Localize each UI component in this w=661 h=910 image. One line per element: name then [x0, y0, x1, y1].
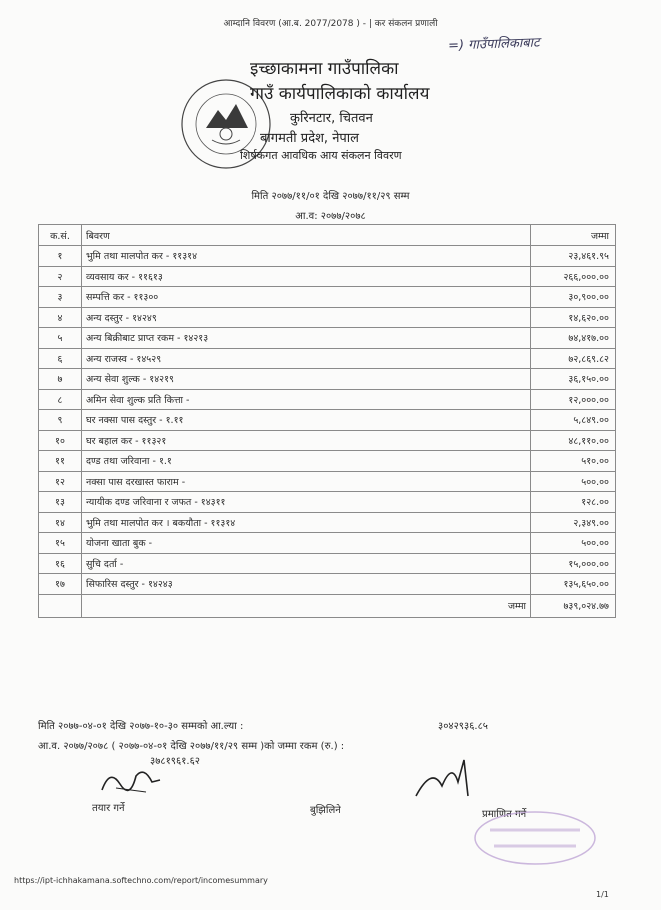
- summary-line-1-label: मिति २०७७-०४-०१ देखि २०७७-१०-३० सम्मको आ.ल्या :: [38, 721, 244, 732]
- table-row: [39, 533, 616, 554]
- table-row: [39, 328, 616, 349]
- row-sn: १३: [39, 492, 82, 513]
- total-amount: ७३९,०२४.७७: [531, 594, 616, 617]
- row-amount: १२८.००: [531, 492, 616, 513]
- row-description: भुमि तथा मालपोत कर । बकयौता - ११३१४: [82, 512, 531, 533]
- header-amount: जम्मा: [531, 225, 616, 246]
- certified-by-label: प्रमाणित गर्ने: [482, 809, 527, 820]
- row-description: घर बहाल कर - ११३२१: [82, 430, 531, 451]
- row-amount: ७४,४१७.००: [531, 328, 616, 349]
- row-amount: ४८,११०.००: [531, 430, 616, 451]
- total-label: जम्मा: [82, 594, 531, 617]
- row-sn: १४: [39, 512, 82, 533]
- row-sn: १: [39, 246, 82, 267]
- row-sn: ३: [39, 287, 82, 308]
- row-description: व्यवसाय कर - ११६१३: [82, 266, 531, 287]
- row-sn: ९: [39, 410, 82, 431]
- table-row: [39, 246, 616, 267]
- row-description: न्यायीक दण्ड जरिवाना र जफत - १४३११: [82, 492, 531, 513]
- row-description: सुचि दर्ता -: [82, 553, 531, 574]
- row-description: सम्पत्ति कर - ११३००: [82, 287, 531, 308]
- row-description: भुमि तथा मालपोत कर - ११३१४: [82, 246, 531, 267]
- header-description: बिवरण: [82, 225, 531, 246]
- row-description: अन्य राजस्व - १४५२९: [82, 348, 531, 369]
- row-sn: ४: [39, 307, 82, 328]
- row-description: नक्सा पास दरखास्त फाराम -: [82, 471, 531, 492]
- row-sn: ११: [39, 451, 82, 472]
- row-sn: २: [39, 266, 82, 287]
- row-description: सिफारिस दस्तुर - १४२४३: [82, 574, 531, 595]
- row-sn: १०: [39, 430, 82, 451]
- row-sn: १७: [39, 574, 82, 595]
- checked-by-label: बुझिलिने: [310, 805, 341, 816]
- row-amount: १५,०००.००: [531, 553, 616, 574]
- row-sn: ८: [39, 389, 82, 410]
- table-row: [39, 369, 616, 390]
- row-amount: २६६,०००.००: [531, 266, 616, 287]
- row-description: योजना खाता बुक -: [82, 533, 531, 554]
- table-total-row: [39, 594, 616, 617]
- footer-url: https://ipt-ichhakamana.softechno.com/report/incomesummary: [14, 876, 268, 885]
- table-row: [39, 512, 616, 533]
- table-row: [39, 471, 616, 492]
- row-amount: ७२,८६९.८२: [531, 348, 616, 369]
- table-row: [39, 430, 616, 451]
- table-row: [39, 389, 616, 410]
- row-description: अमिन सेवा शुल्क प्रति कित्ता -: [82, 389, 531, 410]
- table-row: [39, 451, 616, 472]
- row-amount: ५१०.००: [531, 451, 616, 472]
- table-header-row: [39, 225, 616, 246]
- row-amount: ५००.००: [531, 533, 616, 554]
- row-description: दण्ड तथा जरिवाना - १.१: [82, 451, 531, 472]
- table-row: [39, 348, 616, 369]
- summary-line-1-value: ३०४२९३६.८५: [438, 721, 488, 732]
- row-amount: २,३४९.००: [531, 512, 616, 533]
- row-amount: ५००.००: [531, 471, 616, 492]
- row-description: अन्य सेवा शुल्क - १४२१९: [82, 369, 531, 390]
- office-department: गाउँ कार्यपालिकाको कार्यालय: [250, 84, 430, 104]
- row-description: अन्य बिक्रीबाट प्राप्त रकम - १४२१३: [82, 328, 531, 349]
- row-amount: ५,८४९.००: [531, 410, 616, 431]
- table-row: [39, 574, 616, 595]
- header-sn: क.सं.: [39, 225, 82, 246]
- preparer-signature: [96, 762, 166, 798]
- table-row: [39, 266, 616, 287]
- table-row: [39, 492, 616, 513]
- row-amount: २३,४६१.९५: [531, 246, 616, 267]
- certifier-signature: [412, 756, 482, 800]
- official-stamp: [470, 808, 600, 868]
- row-sn: १२: [39, 471, 82, 492]
- row-sn: १५: [39, 533, 82, 554]
- row-description: अन्य दस्तुर - १४२४९: [82, 307, 531, 328]
- handwritten-note: =) गाउँपालिकाबाट: [447, 35, 540, 54]
- prepared-by-label: तयार गर्ने: [92, 803, 125, 814]
- table-row: [39, 553, 616, 574]
- income-table: [38, 224, 616, 618]
- date-range: मिति २०७७/११/०१ देखि २०७७/११/२९ सम्म: [251, 191, 410, 202]
- row-sn: ६: [39, 348, 82, 369]
- row-amount: १२,०००.००: [531, 389, 616, 410]
- row-sn: ७: [39, 369, 82, 390]
- row-amount: ३०,९००.००: [531, 287, 616, 308]
- fiscal-year: आ.व: २०७७/२०७८: [295, 211, 366, 222]
- table-row: [39, 307, 616, 328]
- row-amount: १४,६२०.००: [531, 307, 616, 328]
- footer-page-number: 1/1: [596, 890, 609, 899]
- row-amount: ३६,१५०.००: [531, 369, 616, 390]
- table-row: [39, 287, 616, 308]
- report-title: शिर्षकगत आवधिक आय संकलन विवरण: [240, 149, 402, 162]
- summary-line-2-value: ३७८१९६१.६२: [150, 756, 200, 767]
- summary-line-2-label: आ.व. २०७७/२०७८ ( २०७७-०४-०१ देखि २०७७/११/२९ सम्म )को जम्मा रकम (रु.) :: [38, 741, 345, 752]
- row-sn: ५: [39, 328, 82, 349]
- office-province: बागमती प्रदेश, नेपाल: [260, 131, 359, 146]
- row-sn: १६: [39, 553, 82, 574]
- row-amount: १३५,६५०.००: [531, 574, 616, 595]
- page-header: आम्दानि विवरण (आ.ब. 2077/2078 ) - | कर संकलन प्रणाली: [223, 19, 438, 29]
- office-name: इच्छाकामना गाउँपालिका: [250, 59, 399, 79]
- office-block: [240, 56, 430, 163]
- summary-line-1: [38, 718, 548, 732]
- office-address: कुरिनटार, चितवन: [290, 111, 373, 126]
- row-description: घर नक्सा पास दस्तुर - १.११: [82, 410, 531, 431]
- table-row: [39, 410, 616, 431]
